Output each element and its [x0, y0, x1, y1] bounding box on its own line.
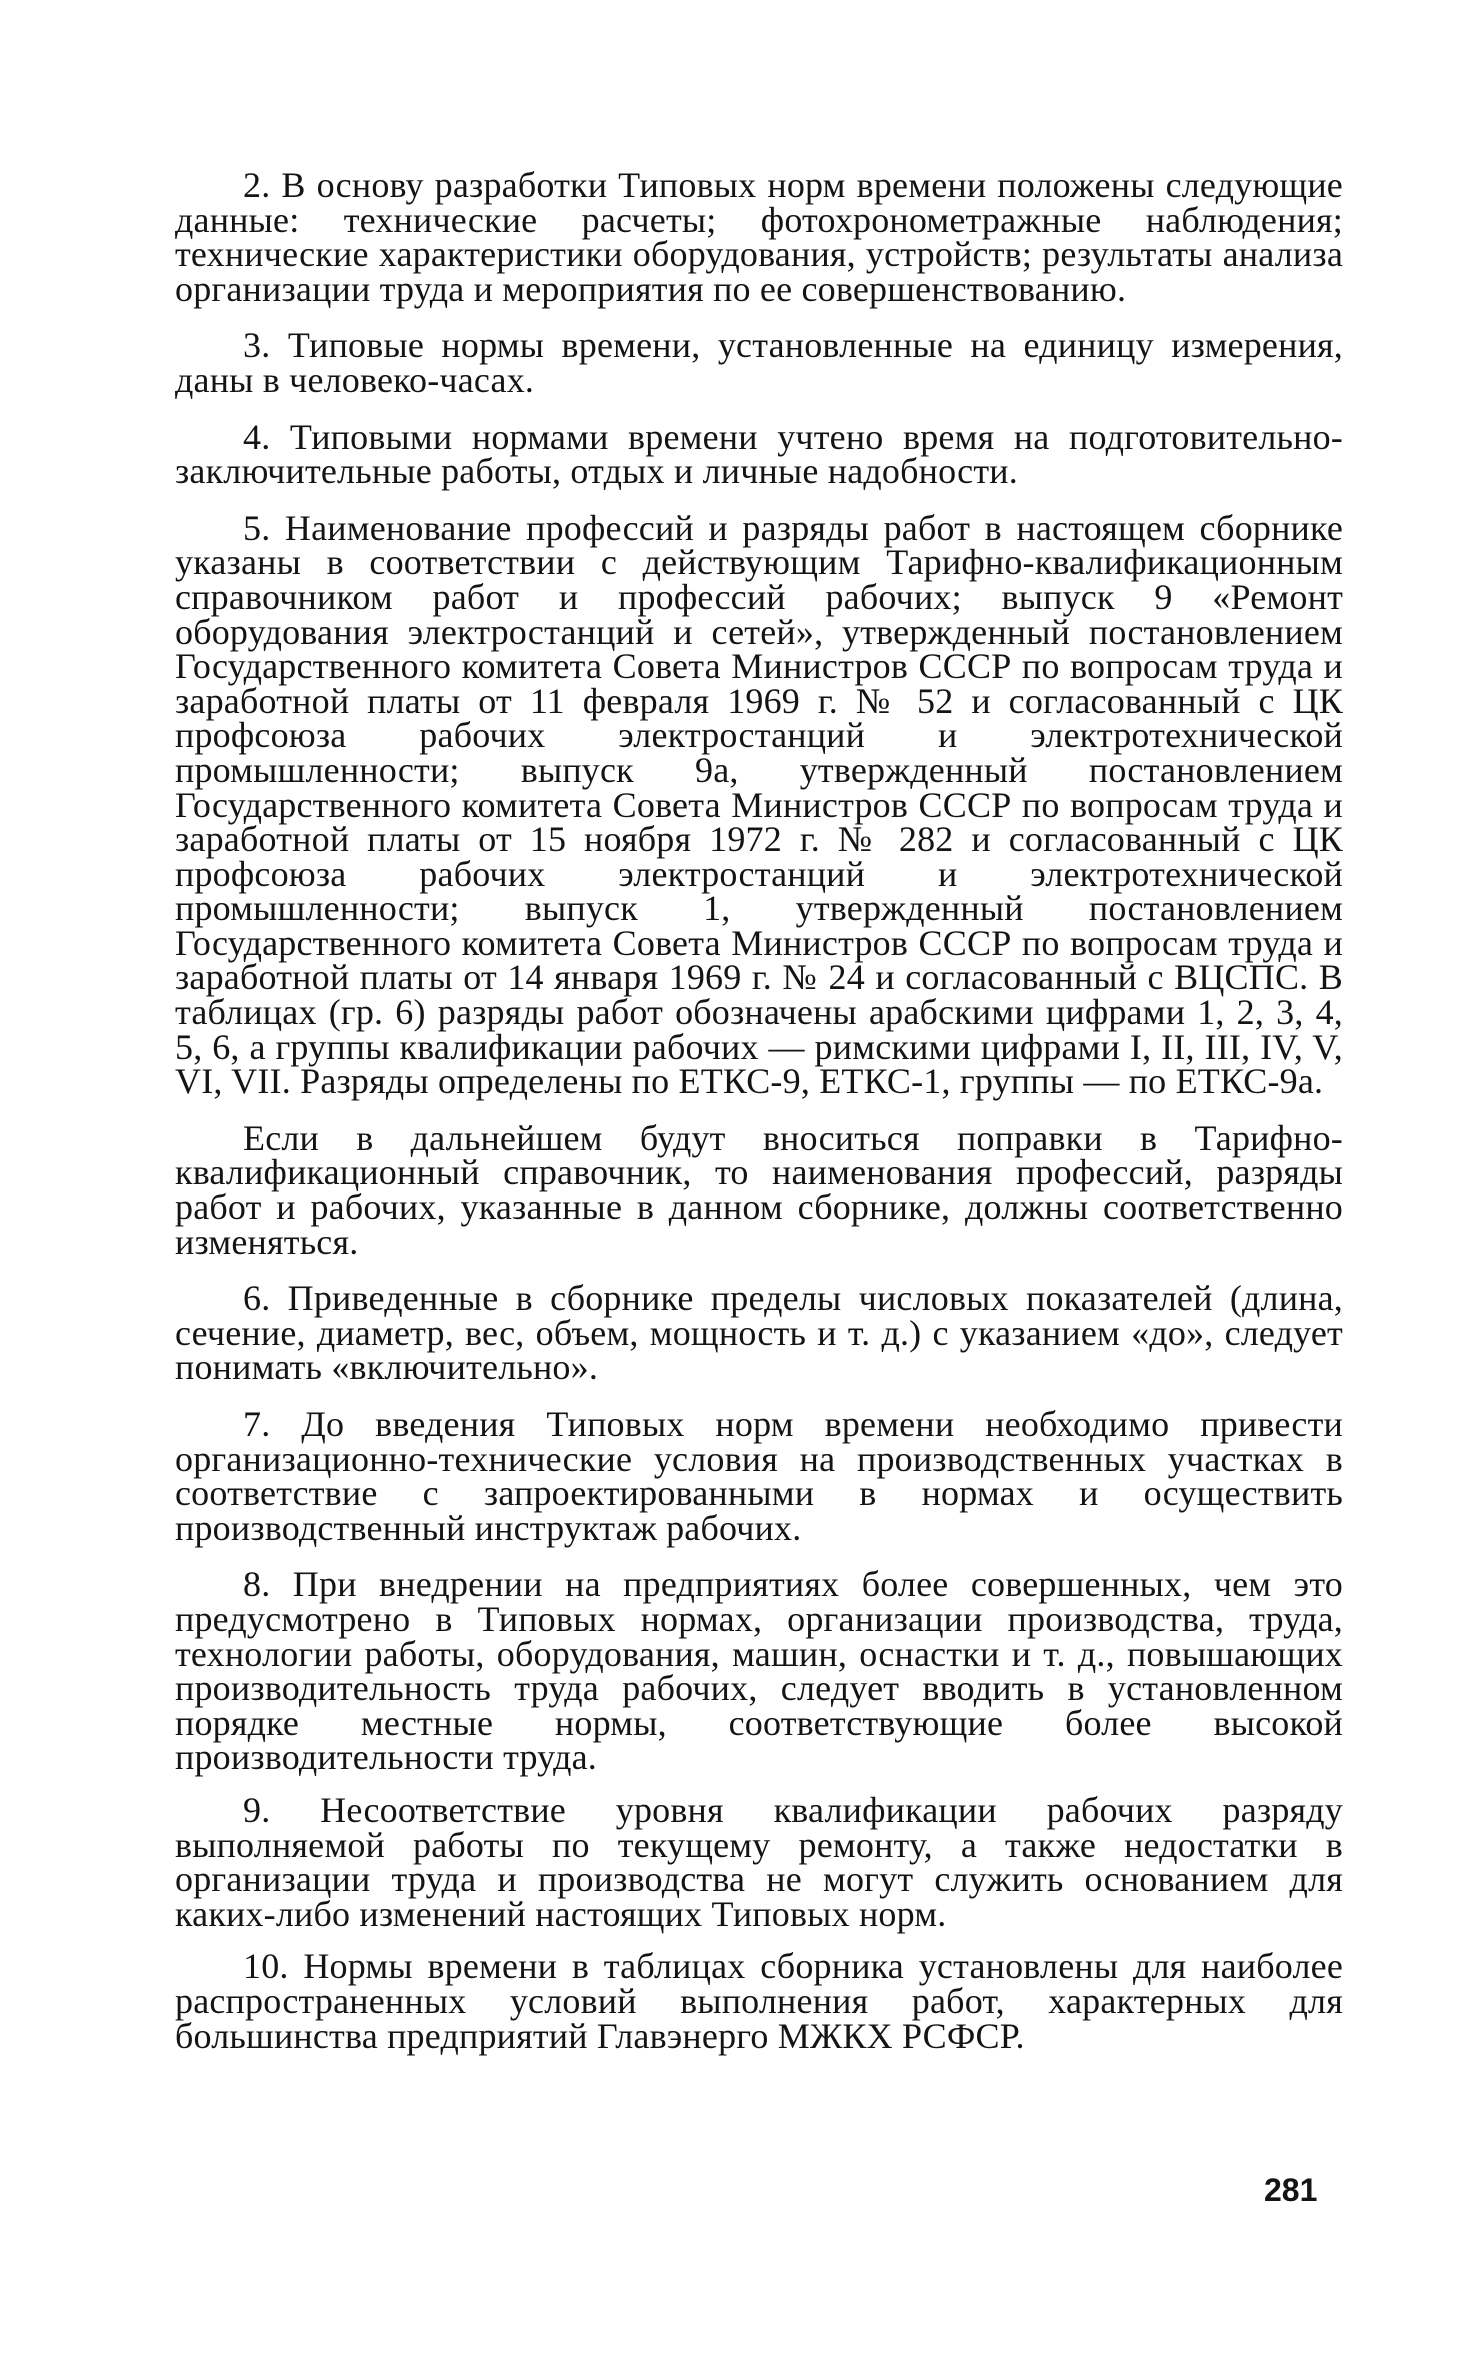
page-number: 281	[1264, 2172, 1318, 2208]
paragraph-3-units: 3. Типовые нормы времени, установленные на единицу измерения, даны в человеко-часах.	[175, 325, 1343, 400]
paragraph-10-conditions: 10. Нормы времени в таблицах сборника установлены для наиболее распространенных условий выполнения работ, характерных для большинства предприятий Главэнерго МЖКХ РСФСР.	[175, 1946, 1343, 2056]
paragraph-8-local-norms: 8. При внедрении на предприятиях более совершенных, чем это предусмотрено в Типовых нормах, организации производства, труда, технологии работы, оборудования, машин, оснастки и т. д., повышающих производительность труда рабочих, следует вводить в установленном порядке местные нормы, соответствующие более высокой производительности труда.	[175, 1564, 1343, 1778]
paragraph-9-qualification-mismatch: 9. Несоответствие уровня квалификации рабочих разряду выполняемой работы по текущему ремонту, а также недостатки в организации труда и производства не могут служить основанием для каких-либо изменений настоящих Типовых норм.	[175, 1789, 1343, 1934]
paragraph-5-professions-grades: 5. Наименование профессий и разряды работ в настоящем сборнике указаны в соответствии с действующим Тарифно-квалификационным справочником работ и профессий рабочих; выпуск 9 «Ремонт оборудования электростанций и сетей», утвержденный постановлением Государственного комитета Совета Министров СССР по вопросам труда и заработной платы от 11 февраля 1969 г. № 52 и согласованный с ЦК профсоюза рабочих электростанций и электротехнической промышленности; выпуск 9а, утвержденный постановлением Государственного комитета Совета Министров СССР по вопросам труда и заработной платы от 15 ноября 1972 г. № 282 и согласованный с ЦК профсоюза рабочих электростанций и электротехнической промышленности; выпуск 1, утвержденный постановлением Государственного комитета Совета Министров СССР по вопросам труда и заработной платы от 14 января 1969 г. № 24 и согласованный с ВЦСПС. В таблицах (гр. 6) разряды работ обозначены арабскими цифрами 1, 2, 3, 4, 5, 6, а группы квалификации рабочих — римскими цифрами I, II, III, IV, V, VI, VII. Разряды определены по ЕТКС-9, ЕТКС-1, группы — по ЕТКС-9а.	[175, 507, 1343, 1102]
paragraph-4-time-included: 4. Типовыми нормами времени учтено время на подготовительно-заключительные работы, отдых и личные надобности.	[175, 416, 1343, 492]
paragraph-6-numeric-limits: 6. Приведенные в сборнике пределы числовых показателей (длина, сечение, диаметр, вес, объем, мощность и т. д.) с указанием «до», следует понимать «включительно».	[175, 1278, 1343, 1388]
paragraph-7-introduction: 7. До введения Типовых норм времени необходимо привести организационно-технические условия на производственных участках в соответствие с запроектированными в нормах и осуществить производственный инструктаж рабочих.	[175, 1404, 1343, 1548]
paragraph-5-amendments: Если в дальнейшем будут вноситься поправки в Тарифно-квалификационный справочник, то наименования профессий, разряды работ и рабочих, указанные в данном сборнике, должны соответственно изменяться.	[175, 1117, 1343, 1262]
document-body	[175, 165, 1343, 2056]
paragraph-2-data-sources: 2. В основу разработки Типовых норм времени положены следующие данные: технические расчеты; фотохронометражные наблюдения; технические характеристики оборудования, устройств; результаты анализа организации труда и мероприятия по ее совершенствованию.	[175, 165, 1343, 309]
